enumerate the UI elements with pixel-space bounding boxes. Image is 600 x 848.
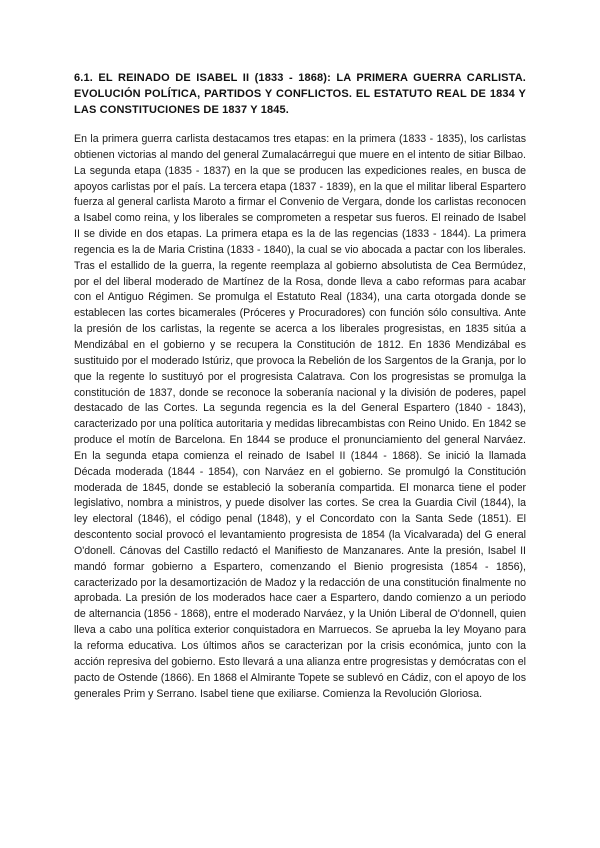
document-body-paragraph: En la primera guerra carlista destacamos tres etapas: en la primera (1833 - 1835), los carlistas obtienen victorias al mando del general Zumalacárregui que muere en el intento de sitiar Bilbao. La segunda etapa (1835 - 1837) en la que se producen las expediciones reales, en busca de apoyos carlistas por el país. La tercera etapa (1837 - 1839), en la que el militar liberal Espartero fuerza al general carlista Maroto a firmar el Convenio de Vergara, donde los carlistas reconocen a Isabel como reina, y los liberales se comprometen a respetar sus fueros. El reinado de Isabel II se divide en dos etapas. La primera etapa es la de las regencias (1833 - 1844). La primera regencia es la de Maria Cristina (1833 - 1840), la cual se vio abocada a pactar con los liberales. Tras el estallido de la guerra, la regente reemplaza al gobierno absolutista de Cea Bermúdez, por el del liberal moderado de Martínez de la Rosa, donde lleva a cabo reformas para acabar con el Antiguo Régimen. Se promulga el Estatuto Real (1834), una carta otorgada donde se establecen las cortes bicamerales (Próceres y Procuradores) con función sólo consultiva. Ante la presión de los carlistas, la regente se acerca a los liberales progresistas, en 1835 sitúa a Mendizábal en el gobierno y se recupera la Constitución de 1812. En 1836 Mendizábal es sustituido por el moderado Istúriz, que provoca la Rebelión de los Sargentos de la Granja, por lo que la regente lo sustituyó por el progresista Calatrava. Con los progresistas se promulga la constitución de 1837, donde se reconoce la soberanía nacional y la división de poderes, papel destacado de las Cortes. La segunda regencia es la del General Espartero (1840 - 1843), caracterizado por una política autoritaria y medidas librecambistas con Reino Unido. En 1842 se produce el motín de Barcelona. En 1844 se produce el pronunciamiento del general Narváez. En la segunda etapa comienza el reinado de Isabel II (1844 - 1868). Se inició la llamada Década moderada (1844 - 1854), con Narváez en el gobierno. Se promulgó la Constitución moderada de 1845, donde se estableció la soberanía compartida. El monarca tiene el poder legislativo, nombra a ministros, y puede disolver las cortes. Se crea la Guardia Civil (1844), la ley electoral (1846), el código penal (1848), y el Concordato con la Santa Sede (1851). El descontento social provocó el levantamiento progresista de 1854 (la Vicalvarada) del G eneral O'donell. Cánovas del Castillo redactó el Manifiesto de Manzanares. Ante la presión, Isabel II mandó formar gobierno a Espartero, comenzando el Bienio progresista (1854 - 1856), caracterizado por la desamortización de Madoz y la redacción de una constitución finalmente no aprobada. La presión de los moderados hace caer a Espartero, dando comienzo a un periodo de alternancia (1856 - 1868), entre el moderado Narváez, y la Unión Liberal de O'donnell, quien lleva a cabo una política exterior conquistadora en Marruecos. Se aprueba la ley Moyano para la reforma educativa. Los últimos años se caracterizan por la crisis económica, junto con la acción represiva del gobierno. Esto llevará a una alianza entre progresistas y demócratas con el pacto de Ostende (1866). En 1868 el Almirante Topete se sublevó en Cádiz, con el apoyo de los generales Prim y Serrano. Isabel tiene que exiliarse. Comienza la Revolución Gloriosa. (74, 133, 526, 700)
document-title: 6.1. EL REINADO DE ISABEL II (1833 - 1868): LA PRIMERA GUERRA CARLISTA. EVOLUCIÓN POLÍTICA, PARTIDOS Y CONFLICTOS. EL ESTATUTO REAL DE 1834 Y LAS CONSTITUCIONES DE 1837 Y 1845. (74, 72, 526, 116)
